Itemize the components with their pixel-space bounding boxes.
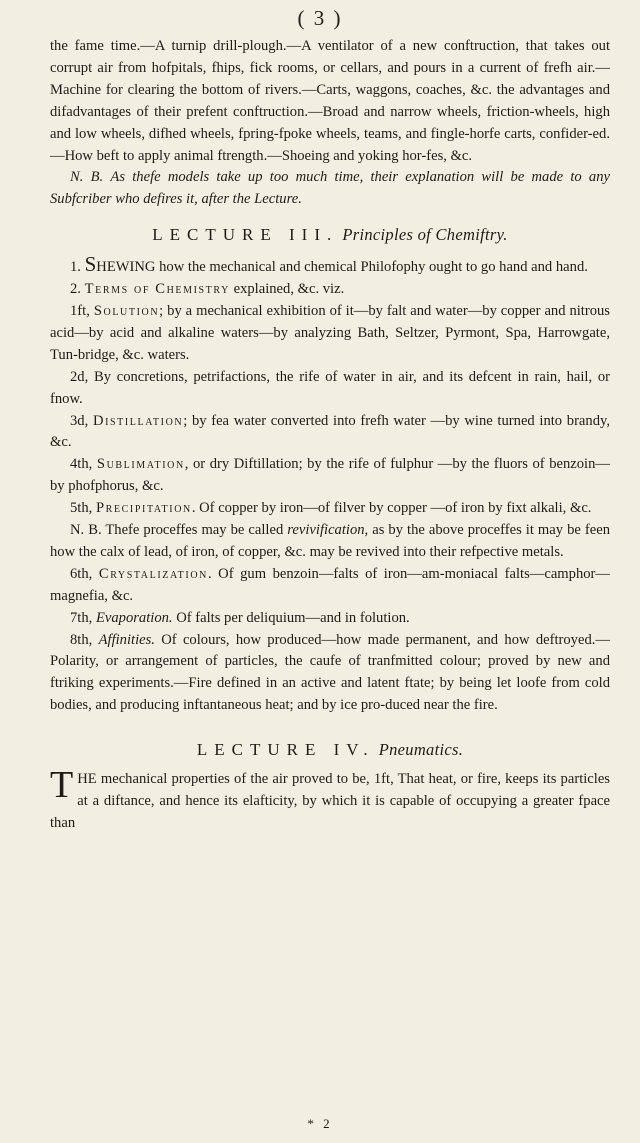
item-heading: Solution <box>93 302 160 319</box>
lecture-3-subtitle: Principles of Chemiftry. <box>342 225 508 245</box>
drop-letter: S <box>84 252 97 277</box>
lecture-3-heading <box>50 224 610 246</box>
item-heading: Evaporation. <box>95 609 173 626</box>
item-number: 1ft, <box>70 302 90 319</box>
item-number: 7th, <box>70 609 93 626</box>
lecture-3-item-solution <box>50 301 610 367</box>
nb-label: N. B. <box>70 169 104 186</box>
nb2-italic: revivification, <box>287 522 369 539</box>
item-text: ; by a mechanical exhibition of it—by falt and water—by copper and nitrous acid—by acid and alkaline waters—by analyzing Bath, Seltzer, Pyrmont, Spa, Harrowgate, Tun-bridge, &c. waters. <box>50 302 610 363</box>
lecture-3-item-precipitation <box>50 498 610 520</box>
item-heading: Distillation <box>92 412 184 429</box>
lecture-3-item-sublimation <box>50 454 610 498</box>
item-text: . Of gum benzoin—falts of iron—am-moniacal falts—camphor—magnefia, &c. <box>50 565 610 604</box>
item-text: Of falts per deliquium—and in folution. <box>176 609 410 626</box>
lecture-4-label: LECTURE IV. <box>196 740 375 760</box>
item-number: 8th, <box>70 631 93 648</box>
lecture-3-item-affinities <box>50 630 610 718</box>
nb2-text-b: as by the above proceffes it may be feen how the calx of lead, of iron, of copper, &c. may be revived into their refpective metals. <box>50 522 610 560</box>
item-text: , or dry Diftillation; by the rife of fulphur —by the fluors of benzoin—by phofphorus, &c. <box>50 456 610 495</box>
lecture-4-heading <box>50 739 610 761</box>
item-heading: Precipitation <box>95 500 192 517</box>
intro-paragraph: the fame time.—A turnip drill-plough.—A ventilator of a new conftruction, that takes out corrupt air from hofpitals, fhips, fick rooms, or cellars, and pours in a current of frefh air.—Machine for clearing the bottom of rivers.—Carts, waggons, coaches, &c. the advantages and difadvantages of their prefent conftruction.—Broad and narrow wheels, friction-wheels, high and low wheels, difhed wheels, fpring-fpoke wheels, teams, and fingle-horfe carts, confider-ed.—How beft to apply animal ftrength.—Shoeing and yoking hor-fes, &c. <box>50 38 610 164</box>
lecture-3-item-2 <box>50 279 610 301</box>
item-heading: Affinities. <box>98 631 155 648</box>
item-text: . Of copper by iron—of filver by copper —of iron by fixt alkali, &c. <box>191 500 592 517</box>
lecture-3-item-evaporation <box>50 608 610 630</box>
lecture-3-item-concretions <box>50 367 610 411</box>
item-number: 2. <box>70 281 81 298</box>
lecture-3-item-1 <box>50 254 610 279</box>
item-number: 2d, <box>70 368 89 385</box>
drop-cap: T <box>50 764 74 807</box>
item-number: 3d, <box>70 412 89 429</box>
item-number: 1. <box>70 259 81 276</box>
nb-text: As thefe models take up too much time, their explanation will be made to any Subfcriber who defires it, after the Lecture. <box>50 169 611 208</box>
lecture-3-item-crystalization <box>50 564 610 608</box>
item-text: ; by fea water converted into frefh water —by wine turned into brandy, &c. <box>50 412 610 451</box>
item-text: explained, &c. viz. <box>233 281 345 298</box>
lecture-3-item-distillation <box>50 411 610 455</box>
item-number: 6th, <box>70 565 93 582</box>
nota-bene <box>50 167 610 211</box>
signature-mark: * 2 <box>307 1116 333 1131</box>
nb2-text-a: Thefe proceffes may be called <box>105 522 284 539</box>
lecture-4-text: HE mechanical properties of the air proved to be, 1ft, That heat, or fire, keeps its particles at a diftance, and hence its elafticity, by which it is capable of occupying a greater fpace than <box>50 771 610 831</box>
nb2-label: N. B. <box>70 522 102 539</box>
lecture-4-paragraph <box>50 764 610 835</box>
page-number: ( 3 ) <box>297 6 343 30</box>
lecture-4-subtitle: Pneumatics. <box>378 740 464 760</box>
page-body <box>50 36 610 835</box>
item-text: HEWING how the mechanical and chemical Philofophy ought to go hand and hand. <box>96 259 588 276</box>
item-heading: Sublimation <box>96 456 185 473</box>
nota-bene-2 <box>50 520 610 564</box>
item-text: By concretions, petrifactions, the rife of water in air, and its defcent in rain, hail, or fnow. <box>50 368 610 407</box>
item-heading: Terms of Chemistry <box>84 281 230 298</box>
item-heading: Crystalization <box>98 565 208 582</box>
item-number: 4th, <box>70 456 93 473</box>
lecture-3-label: LECTURE III. <box>152 225 339 245</box>
item-number: 5th, <box>70 500 93 517</box>
item-text: Of colours, how produced—how made permanent, and how deftroyed.—Polarity, or arrangement of particles, the caufe of tranfmitted colour; proved by new and ftriking experiments.—Fire defined in an active and latent ftate; by being let loofe from cold bodies, and producing inftantaneous heat; and by ice pro-duced near the fire. <box>50 631 610 714</box>
